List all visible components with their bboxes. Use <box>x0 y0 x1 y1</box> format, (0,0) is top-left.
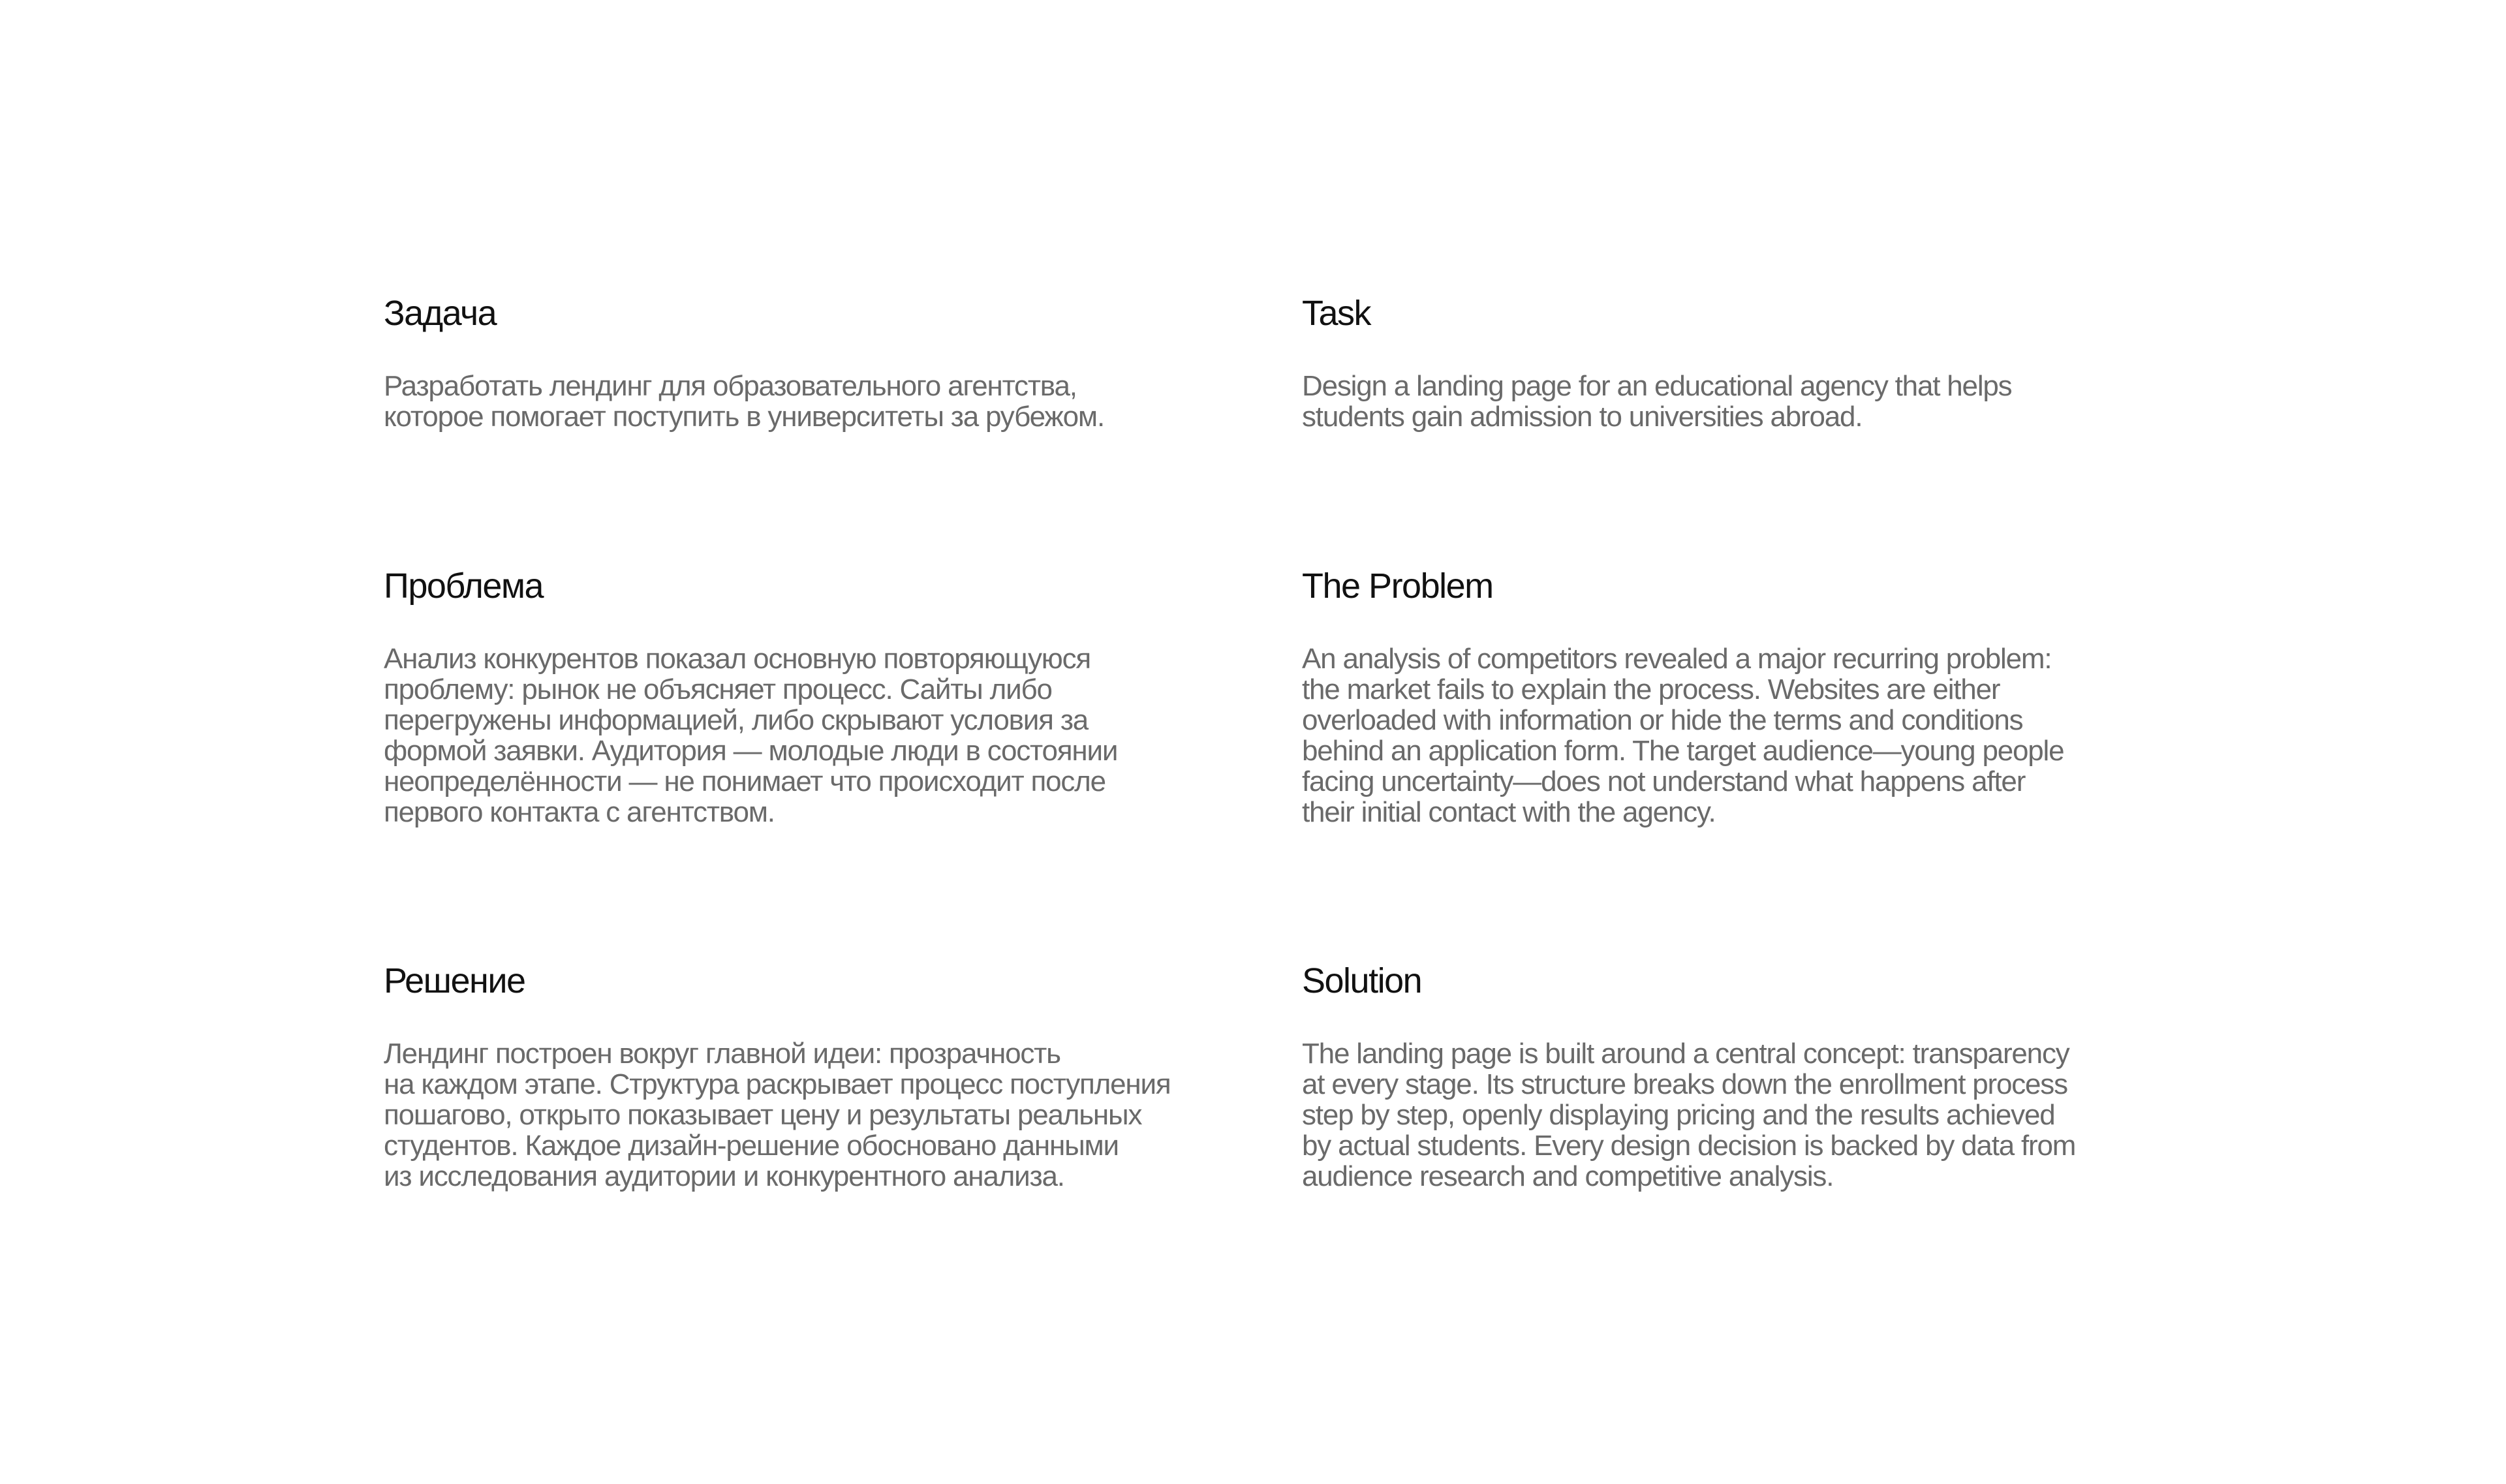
heading-task-en: Task <box>1302 294 1371 333</box>
text-line: overloaded with information or hide the terms and conditions <box>1302 704 2023 736</box>
text-line: audience research and competitive analysis. <box>1302 1160 1834 1192</box>
text-line: которое помогает поступить в университеты за рубежом. <box>384 401 1104 433</box>
text-solution-en <box>1302 1038 2075 1192</box>
heading-problem-ru: Проблема <box>384 566 544 606</box>
text-line: students gain admission to universities abroad. <box>1302 401 1863 433</box>
text-line: behind an application form. The target audience—young people <box>1302 735 2064 767</box>
text-problem-ru <box>384 643 1117 827</box>
heading-solution-en: Solution <box>1302 961 1422 1000</box>
text-line: Лендинг построен вокруг главной идеи: прозрачность <box>384 1038 1060 1070</box>
text-line: the market fails to explain the process. Websites are either <box>1302 673 2000 705</box>
text-task-en <box>1302 371 2011 432</box>
heading-task-ru: Задача <box>384 294 497 333</box>
text-line: проблему: рынок не объясняет процесс. Сайты либо <box>384 673 1052 705</box>
section-solution-ru <box>384 960 1232 1192</box>
text-line: перегружены информацией, либо скрывают условия за <box>384 704 1089 736</box>
section-problem-ru <box>384 565 1232 828</box>
text-line: из исследования аудитории и конкурентного анализа. <box>384 1160 1064 1192</box>
text-line: An analysis of competitors revealed a major recurring problem: <box>1302 643 2052 675</box>
text-line: facing uncertainty—does not understand what happens after <box>1302 765 2026 797</box>
text-line: Анализ конкурентов показал основную повторяющуюся <box>384 643 1091 675</box>
heading-solution-ru: Решение <box>384 961 525 1000</box>
section-task-en <box>1302 292 2150 433</box>
section-solution-en <box>1302 960 2150 1192</box>
text-line: their initial contact with the agency. <box>1302 796 1716 828</box>
heading-problem-en: The Problem <box>1302 566 1493 606</box>
text-line: первого контакта с агентством. <box>384 796 775 828</box>
text-line: Разработать лендинг для образовательного агентства, <box>384 370 1077 402</box>
text-line: неопределённости — не понимает что происходит после <box>384 765 1106 797</box>
text-line: пошагово, открыто показывает цену и результаты реальных <box>384 1099 1142 1131</box>
text-line: The landing page is built around a central concept: transparency <box>1302 1038 2069 1070</box>
section-problem-en <box>1302 565 2150 828</box>
text-line: Design a landing page for an educational agency that helps <box>1302 370 2012 402</box>
text-line: at every stage. Its structure breaks down the enrollment process <box>1302 1068 2067 1100</box>
text-solution-ru <box>384 1038 1170 1192</box>
text-task-ru <box>384 371 1104 432</box>
text-problem-en <box>1302 643 2064 827</box>
section-task-ru <box>384 292 1232 433</box>
text-line: step by step, openly displaying pricing and the results achieved <box>1302 1099 2055 1131</box>
text-line: by actual students. Every design decision is backed by data from <box>1302 1130 2076 1162</box>
text-line: на каждом этапе. Структура раскрывает процесс поступления <box>384 1068 1171 1100</box>
text-line: формой заявки. Аудитория — молодые люди в состоянии <box>384 735 1118 767</box>
text-line: студентов. Каждое дизайн-решение обосновано данными <box>384 1130 1119 1162</box>
